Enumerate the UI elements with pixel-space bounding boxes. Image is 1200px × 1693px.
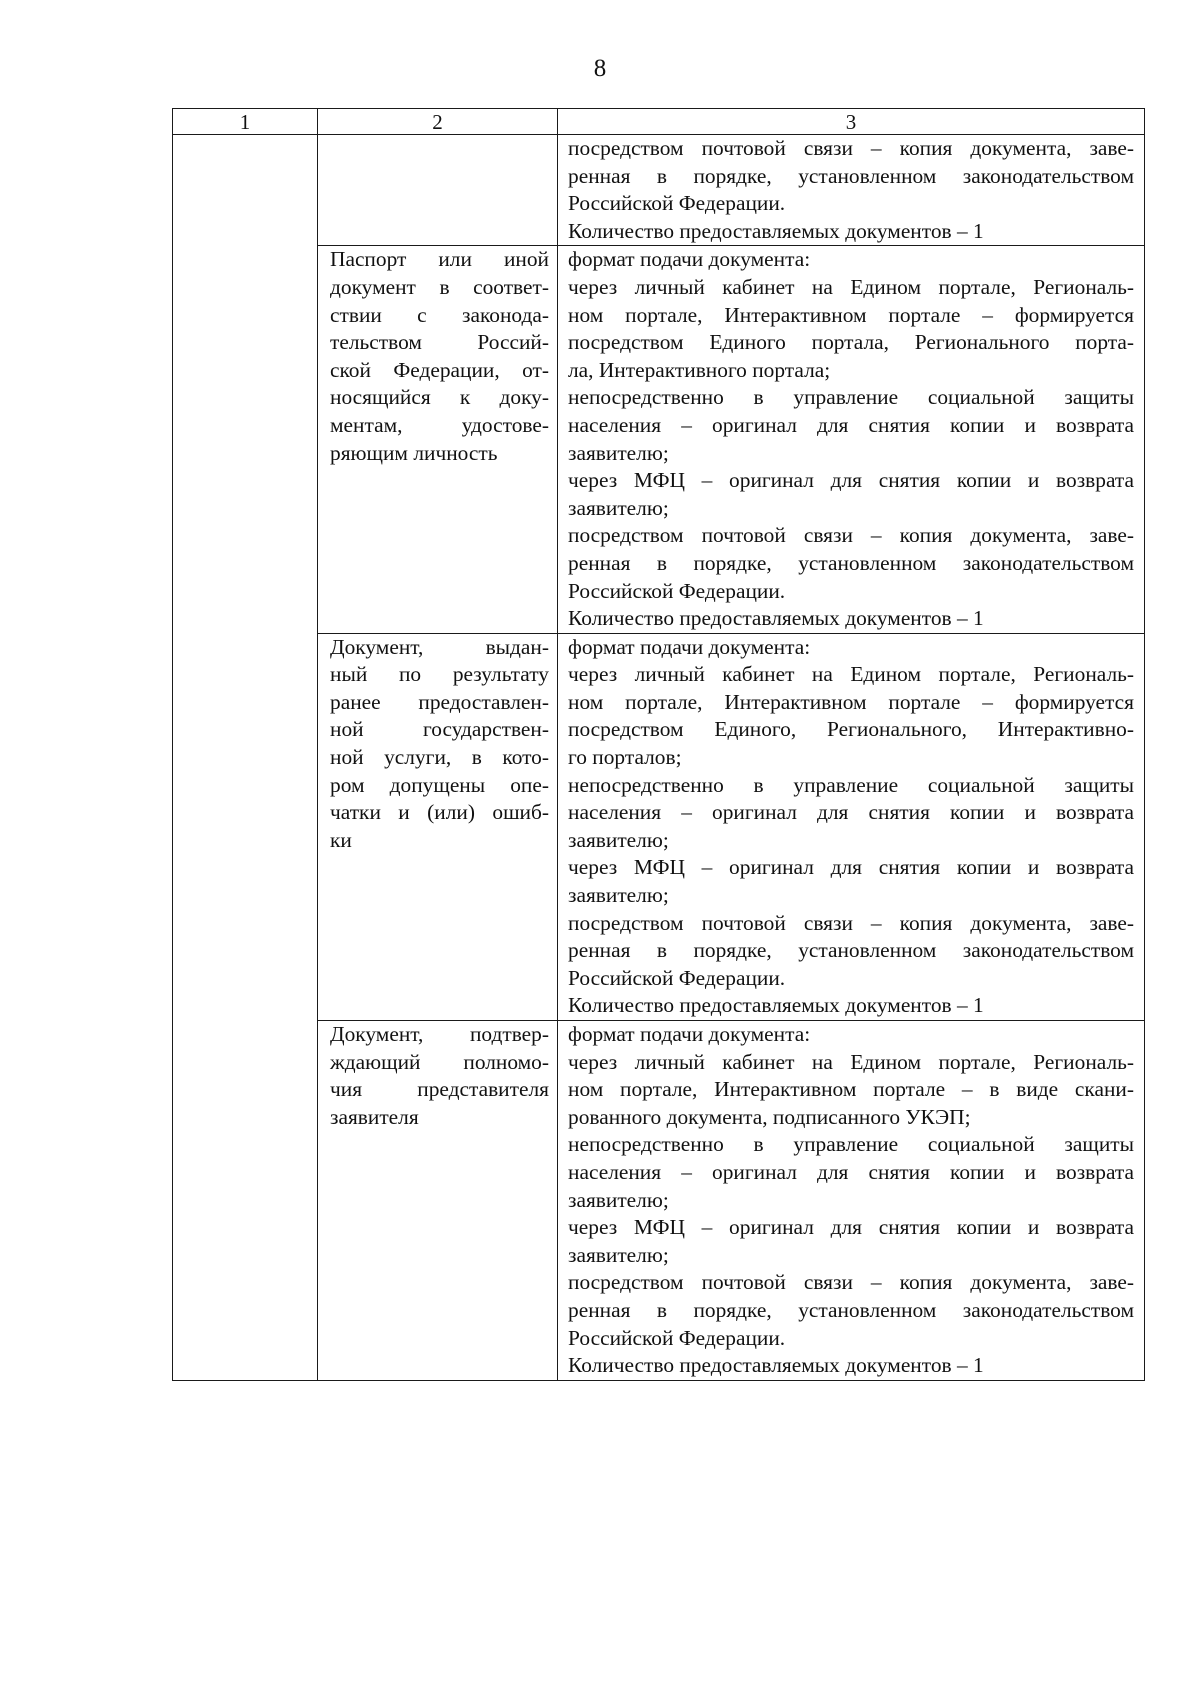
table-row	[173, 1021, 1145, 1381]
cell-line: через личный кабинет на Едином портале, Региональ-	[568, 274, 1134, 299]
cell-line: ном портале, Интерактивном портале – в виде скани-	[568, 1077, 1134, 1102]
cell-line: населения – оригинал для снятия копии и возврата	[568, 412, 1134, 437]
page-number: 8	[593, 55, 607, 82]
row-3-col-3	[558, 1021, 1145, 1381]
cell-line: тельством Россий-	[330, 330, 549, 355]
row-group-col-1	[173, 135, 318, 1381]
header-col-1: 1	[173, 109, 318, 135]
cell-line: заявителю;	[568, 440, 669, 465]
cell-line: Документ, подтвер-	[330, 1022, 549, 1046]
cell-line: посредством почтовой связи – копия документа, заве-	[568, 136, 1134, 160]
cell-line: Количество предоставляемых документов – 1	[568, 993, 984, 1018]
cell-line: формат подачи документа:	[568, 634, 811, 659]
row-0-col-3	[558, 135, 1145, 246]
cell-line: ранее предоставлен-	[330, 689, 549, 714]
table-header-row	[173, 109, 1145, 135]
cell-line: посредством Единого портала, Регионального порта-	[568, 330, 1134, 355]
document-table	[172, 108, 1145, 1381]
cell-line: чатки и (или) ошиб-	[330, 800, 549, 825]
cell-line: ментам, удостове-	[330, 412, 549, 437]
row-0-col-2	[318, 135, 558, 246]
cell-line: Российской Федерации.	[568, 965, 786, 990]
cell-line: ки	[330, 827, 352, 852]
row-2-col-2	[318, 633, 558, 1020]
cell-line: ром допущены опе-	[330, 772, 549, 797]
cell-line: ренная в порядке, установленном законодательством	[568, 1297, 1134, 1322]
header-col-2: 2	[318, 109, 558, 135]
cell-line: ном портале, Интерактивном портале – формируется	[568, 302, 1134, 327]
cell-line: Российской Федерации.	[568, 1325, 786, 1350]
table-row	[173, 633, 1145, 1020]
cell-line: Количество предоставляемых документов – 1	[568, 218, 984, 243]
table-row	[173, 135, 1145, 246]
cell-line: заявителю;	[568, 1187, 669, 1212]
cell-line: заявителю;	[568, 495, 669, 520]
cell-line: Документ, выдан-	[330, 634, 549, 659]
cell-line: через МФЦ – оригинал для снятия копии и возврата	[568, 1215, 1134, 1240]
cell-line: ной государствен-	[330, 717, 549, 742]
cell-line: ствии с законода-	[330, 302, 549, 327]
cell-line: го порталов;	[568, 745, 682, 770]
cell-line: посредством Единого, Регионального, Интерактивно-	[568, 717, 1134, 742]
row-2-col-3	[558, 633, 1145, 1020]
cell-line: населения – оригинал для снятия копии и возврата	[568, 1159, 1134, 1184]
row-1-col-3	[558, 246, 1145, 633]
cell-line: населения – оригинал для снятия копии и возврата	[568, 800, 1134, 825]
cell-line: формат подачи документа:	[568, 247, 811, 272]
cell-line: Количество предоставляемых документов – 1	[568, 606, 984, 631]
cell-line: Российской Федерации.	[568, 191, 786, 216]
cell-line: Количество предоставляемых документов – 1	[568, 1353, 984, 1378]
cell-line: посредством почтовой связи – копия документа, заве-	[568, 523, 1134, 548]
cell-line: ной услуги, в кото-	[330, 745, 549, 770]
cell-line: рованного документа, подписанного УКЭП;	[568, 1104, 971, 1129]
row-3-col-2	[318, 1021, 558, 1381]
cell-line: через МФЦ – оригинал для снятия копии и возврата	[568, 468, 1134, 493]
cell-line: непосредственно в управление социальной защиты	[568, 772, 1134, 797]
cell-line: ждающий полномо-	[330, 1049, 549, 1074]
cell-line: ской Федерации, от-	[330, 357, 549, 382]
cell-line: ренная в порядке, установленном законодательством	[568, 550, 1134, 575]
cell-line: Паспорт или иной	[330, 247, 549, 272]
cell-line: ном портале, Интерактивном портале – формируется	[568, 689, 1134, 714]
cell-line: ренная в порядке, установленном законодательством	[568, 163, 1134, 188]
cell-line: носящийся к доку-	[330, 385, 549, 410]
cell-line: заявителю;	[568, 883, 669, 908]
cell-line: посредством почтовой связи – копия документа, заве-	[568, 910, 1134, 935]
cell-line: через личный кабинет на Едином портале, Региональ-	[568, 1049, 1134, 1074]
cell-line: ренная в порядке, установленном законодательством	[568, 938, 1134, 963]
header-col-3: 3	[558, 109, 1145, 135]
cell-line: непосредственно в управление социальной защиты	[568, 1132, 1134, 1157]
cell-line: ла, Интерактивного портала;	[568, 357, 831, 382]
cell-line: заявителю;	[568, 827, 669, 852]
cell-line: ряющим личность	[330, 440, 498, 465]
cell-line: непосредственно в управление социальной защиты	[568, 385, 1134, 410]
table-row	[173, 246, 1145, 633]
row-1-col-2	[318, 246, 558, 633]
cell-line: заявителю;	[568, 1242, 669, 1267]
cell-line: документ в соответ-	[330, 274, 549, 299]
cell-line: формат подачи документа:	[568, 1022, 811, 1046]
cell-line: Российской Федерации.	[568, 578, 786, 603]
cell-line: заявителя	[330, 1104, 419, 1129]
cell-line: чия представителя	[330, 1077, 549, 1102]
cell-line: ный по результату	[330, 662, 549, 687]
cell-line: через личный кабинет на Едином портале, Региональ-	[568, 662, 1134, 687]
cell-line: посредством почтовой связи – копия документа, заве-	[568, 1270, 1134, 1295]
cell-line: через МФЦ – оригинал для снятия копии и возврата	[568, 855, 1134, 880]
